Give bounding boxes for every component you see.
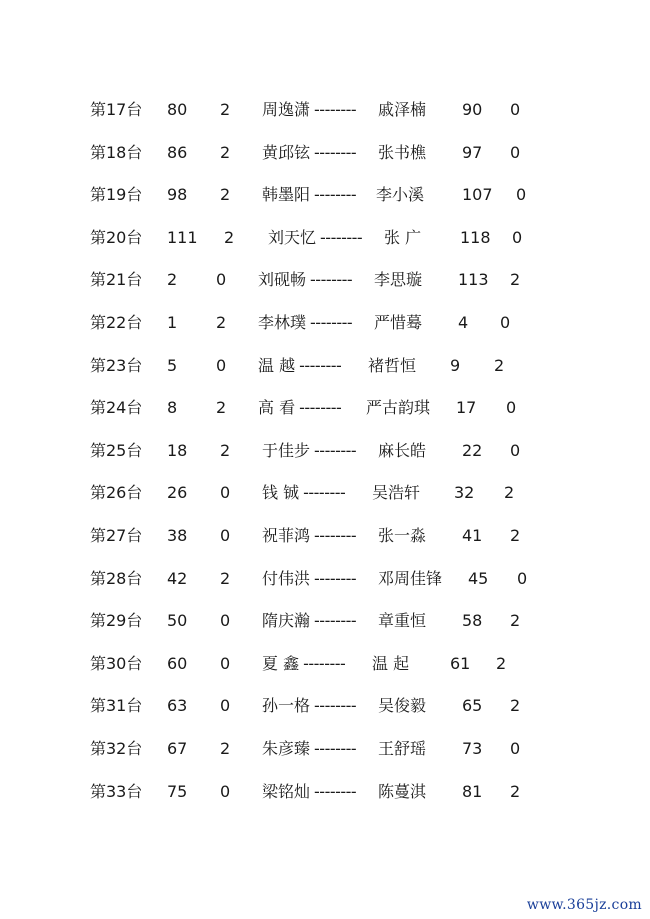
board-number: 第32台 <box>90 739 143 758</box>
board-number: 第24台 <box>90 398 143 418</box>
pairing-row <box>0 138 650 168</box>
player1-name: 夏 鑫 <box>262 653 300 673</box>
player1-score: 38 <box>167 526 188 545</box>
player1-score: 111 <box>167 227 198 247</box>
versus-separator: -------- <box>314 440 357 460</box>
player2-score: 97 <box>462 142 483 162</box>
player2-result: 0 <box>510 739 521 758</box>
versus-separator: -------- <box>314 185 357 205</box>
player2-result: 2 <box>504 483 515 503</box>
pairing-row <box>0 308 650 338</box>
player1-score: 50 <box>167 611 188 631</box>
player2-score: 113 <box>458 270 489 290</box>
player2-score: 41 <box>462 526 483 545</box>
player2-name: 邓周佳锋 <box>378 568 443 588</box>
player2-score: 81 <box>462 781 483 801</box>
player1-result: 0 <box>220 526 231 545</box>
player1-name: 梁铭灿 <box>262 781 311 801</box>
player2-score: 61 <box>450 653 471 673</box>
player2-score: 22 <box>462 440 483 460</box>
versus-separator: -------- <box>314 568 357 588</box>
board-number: 第18台 <box>90 142 143 162</box>
player2-name: 戚泽楠 <box>378 100 427 119</box>
board-number: 第19台 <box>90 185 143 205</box>
versus-separator: -------- <box>314 526 357 545</box>
player1-name: 刘天忆 <box>268 227 317 247</box>
player2-name: 王舒瑶 <box>378 739 427 758</box>
player2-name: 李思璇 <box>374 270 423 290</box>
player2-name: 李小溪 <box>376 185 425 205</box>
pairing-row <box>0 351 650 381</box>
pairing-row <box>0 478 650 508</box>
player2-score: 73 <box>462 739 483 758</box>
versus-separator: -------- <box>299 355 342 375</box>
player2-result: 2 <box>496 653 507 673</box>
player2-result: 0 <box>500 313 511 332</box>
player1-score: 60 <box>167 653 188 673</box>
player1-result: 2 <box>216 398 227 418</box>
player1-name: 周逸潇 <box>262 100 311 119</box>
player2-score: 32 <box>454 483 475 503</box>
player2-name: 章重恒 <box>378 611 427 631</box>
board-number: 第28台 <box>90 568 143 588</box>
player1-score: 8 <box>167 398 178 418</box>
pairing-row <box>0 777 650 807</box>
player1-result: 0 <box>220 611 231 631</box>
player1-name: 高 看 <box>258 398 296 418</box>
player1-result: 0 <box>216 355 227 375</box>
player2-score: 118 <box>460 227 491 247</box>
player1-result: 2 <box>220 568 231 588</box>
player2-result: 2 <box>510 270 521 290</box>
player1-score: 1 <box>167 313 178 332</box>
player2-name: 严古韵琪 <box>366 398 431 418</box>
player2-name: 张一淼 <box>378 526 427 545</box>
versus-separator: -------- <box>310 270 353 290</box>
versus-separator: -------- <box>299 398 342 418</box>
board-number: 第21台 <box>90 270 143 290</box>
player1-name: 李林璞 <box>258 313 307 332</box>
player1-name: 祝菲鸿 <box>262 526 311 545</box>
pairing-row <box>0 734 650 764</box>
player1-name: 朱彦臻 <box>262 739 311 758</box>
player2-name: 褚哲恒 <box>368 355 417 375</box>
board-number: 第20台 <box>90 227 143 247</box>
board-number: 第17台 <box>90 100 143 119</box>
versus-separator: -------- <box>314 142 357 162</box>
player2-result: 2 <box>510 696 521 716</box>
player2-name: 温 起 <box>372 653 410 673</box>
player1-score: 26 <box>167 483 188 503</box>
versus-separator: -------- <box>314 781 357 801</box>
player2-name: 麻长皓 <box>378 440 427 460</box>
player2-score: 9 <box>450 355 461 375</box>
board-number: 第31台 <box>90 696 143 716</box>
player1-result: 2 <box>220 440 231 460</box>
pairing-row <box>0 223 650 253</box>
player2-score: 58 <box>462 611 483 631</box>
player1-score: 18 <box>167 440 188 460</box>
pairing-row <box>0 393 650 423</box>
pairing-row <box>0 649 650 679</box>
pairing-row <box>0 564 650 594</box>
player1-name: 孙一格 <box>262 696 311 716</box>
player1-score: 5 <box>167 355 178 375</box>
player1-result: 2 <box>220 739 231 758</box>
versus-separator: -------- <box>303 483 346 503</box>
player2-name: 吴浩轩 <box>372 483 421 503</box>
player1-result: 0 <box>220 781 231 801</box>
player2-name: 张 广 <box>384 227 422 247</box>
player1-result: 0 <box>220 483 231 503</box>
player1-name: 于佳步 <box>262 440 311 460</box>
player2-result: 0 <box>510 100 521 119</box>
player1-name: 刘砚畅 <box>258 270 307 290</box>
player2-score: 65 <box>462 696 483 716</box>
versus-separator: -------- <box>320 227 363 247</box>
board-number: 第22台 <box>90 313 143 332</box>
pairing-row <box>0 436 650 466</box>
player1-name: 钱 铖 <box>262 483 300 503</box>
player2-score: 107 <box>462 185 493 205</box>
player2-result: 0 <box>516 185 527 205</box>
player1-result: 0 <box>220 696 231 716</box>
player1-name: 温 越 <box>258 355 296 375</box>
player2-result: 0 <box>517 568 528 588</box>
player1-score: 63 <box>167 696 188 716</box>
player2-name: 吴俊毅 <box>378 696 427 716</box>
pairing-row <box>0 521 650 551</box>
pairing-row <box>0 95 650 125</box>
player2-result: 0 <box>506 398 517 418</box>
player1-score: 42 <box>167 568 188 588</box>
player2-name: 张书樵 <box>378 142 427 162</box>
versus-separator: -------- <box>314 100 357 119</box>
player1-score: 98 <box>167 185 188 205</box>
player2-result: 0 <box>512 227 523 247</box>
pairing-row <box>0 691 650 721</box>
player2-score: 45 <box>468 568 489 588</box>
player2-name: 陈蔓淇 <box>378 781 427 801</box>
player2-score: 90 <box>462 100 483 119</box>
versus-separator: -------- <box>314 696 357 716</box>
board-number: 第27台 <box>90 526 143 545</box>
player2-result: 2 <box>494 355 505 375</box>
versus-separator: -------- <box>314 739 357 758</box>
site-watermark: www.365jz.com <box>526 897 642 913</box>
board-number: 第25台 <box>90 440 143 460</box>
board-number: 第33台 <box>90 781 143 801</box>
player2-result: 2 <box>510 526 521 545</box>
player1-score: 67 <box>167 739 188 758</box>
player2-score: 17 <box>456 398 477 418</box>
player2-score: 4 <box>458 313 469 332</box>
player1-name: 韩墨阳 <box>262 185 311 205</box>
player1-result: 2 <box>220 100 231 119</box>
player2-result: 0 <box>510 142 521 162</box>
pairing-row <box>0 265 650 295</box>
pairing-row <box>0 606 650 636</box>
player1-score: 75 <box>167 781 188 801</box>
player2-result: 2 <box>510 781 521 801</box>
player1-score: 80 <box>167 100 188 119</box>
player2-result: 2 <box>510 611 521 631</box>
player1-name: 黄邱铉 <box>262 142 311 162</box>
player1-result: 2 <box>220 142 231 162</box>
board-number: 第29台 <box>90 611 143 631</box>
player2-name: 严惜蓦 <box>374 313 423 332</box>
versus-separator: -------- <box>314 611 357 631</box>
player1-name: 隋庆瀚 <box>262 611 311 631</box>
player1-score: 2 <box>167 270 178 290</box>
board-number: 第26台 <box>90 483 143 503</box>
player1-score: 86 <box>167 142 188 162</box>
board-number: 第23台 <box>90 355 143 375</box>
board-number: 第30台 <box>90 653 143 673</box>
versus-separator: -------- <box>303 653 346 673</box>
versus-separator: -------- <box>310 313 353 332</box>
player1-result: 2 <box>216 313 227 332</box>
player1-result: 0 <box>220 653 231 673</box>
player2-result: 0 <box>510 440 521 460</box>
player1-result: 2 <box>220 185 231 205</box>
player1-result: 0 <box>216 270 227 290</box>
player1-result: 2 <box>224 227 235 247</box>
player1-name: 付伟洪 <box>262 568 311 588</box>
pairing-row <box>0 180 650 210</box>
